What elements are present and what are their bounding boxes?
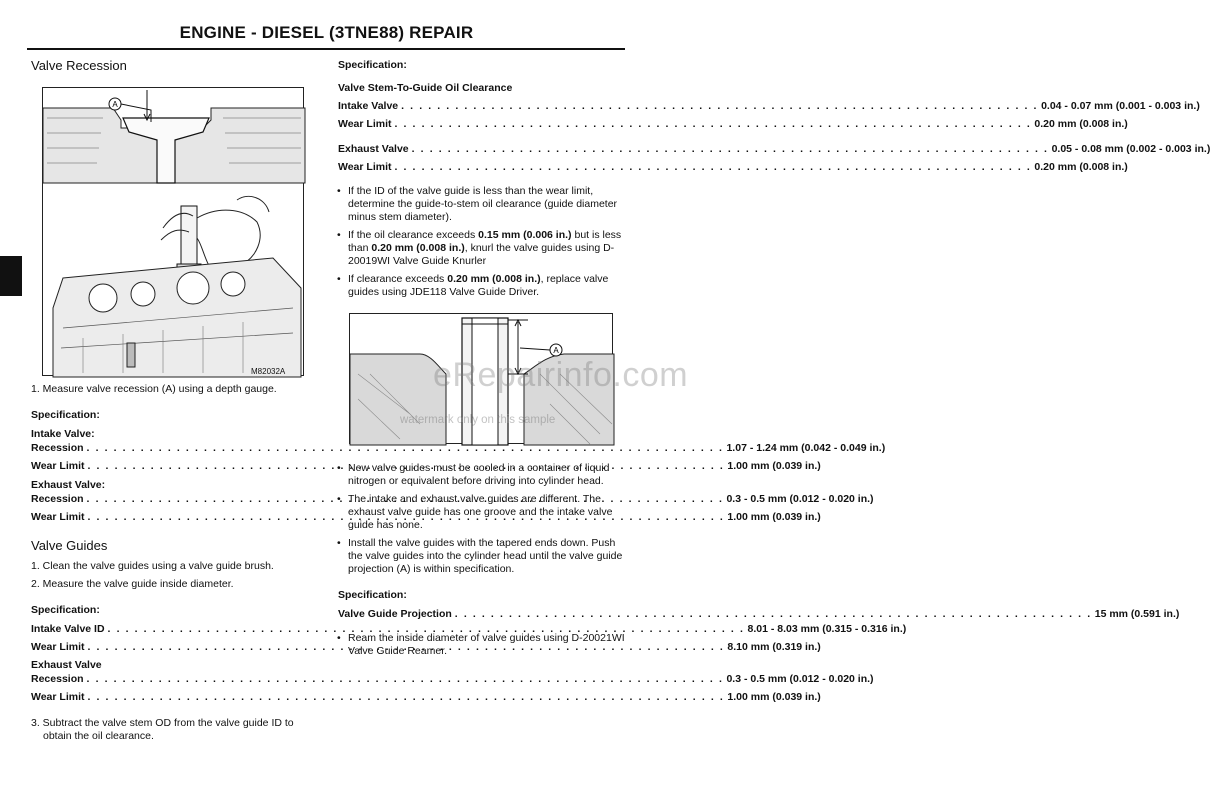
page-title: ENGINE - DIESEL (3TNE88) REPAIR bbox=[179, 23, 474, 42]
bullet-determine-clearance: • If the ID of the valve guide is less than the wear limit, determine the guide-to-stem oil clearance (guide diameter minus stem diameter). bbox=[338, 185, 628, 224]
spec-intake-valve-id: Intake Valve ID . . . 8.01 - 8.03 mm (0.315 - 0.316 in.) bbox=[31, 623, 321, 636]
exhaust-valve-heading: Exhaust Valve: bbox=[31, 479, 106, 491]
watermark-site: eRepairinfo.com bbox=[433, 356, 689, 394]
spec-exhaust-wear-limit: Wear Limit . . . 1.00 mm (0.039 in.) bbox=[31, 511, 321, 524]
watermark-note: watermark only on this sample bbox=[400, 414, 556, 426]
spec-exhaust-recession: Recession . . . 0.3 - 0.5 mm (0.012 - 0.020 in.) bbox=[31, 493, 321, 506]
spec-heading-right-2: Specification: bbox=[338, 589, 407, 601]
left-column bbox=[31, 59, 321, 80]
bullet-guides-different: • The intake and exhaust valve guides are different. The exhaust valve guide has one groove and the intake valve guide has none. bbox=[338, 493, 628, 532]
bullet-cool-guides: • New valve guides must be cooled in a container of liquid nitrogen or equivalent before driving into cylinder head. bbox=[338, 462, 628, 488]
bullet-ream-guides: • Ream the inside diameter of valve guides using D-20021WI Valve Guide Reamer. bbox=[338, 632, 628, 658]
spec-clearance-intake-wear: Wear Limit . . . 0.20 mm (0.008 in.) bbox=[338, 118, 628, 131]
valve-recession-figure bbox=[42, 87, 304, 376]
bullet-replace-guides: • If clearance exceeds 0.20 mm (0.008 in.), replace valve guides using JDE118 Valve Guide Driver. bbox=[338, 273, 628, 299]
bullet-knurl-guides: • If the oil clearance exceeds 0.15 mm (0.006 in.) but is less than 0.20 mm (0.008 in.), knurl the valve guides using D-20019WI Valve Guide Knurler bbox=[338, 229, 628, 268]
section-title-valve-recession: Valve Recession bbox=[31, 58, 127, 73]
spec-intake-id-wear-limit: Wear Limit . . . 8.10 mm (0.319 in.) bbox=[31, 641, 321, 654]
step-measure-guide-id: 2. Measure the valve guide inside diameter. bbox=[31, 578, 234, 590]
figure-id: M82032A bbox=[251, 367, 286, 376]
oil-clearance-heading: Valve Stem-To-Guide Oil Clearance bbox=[338, 82, 513, 94]
spec-heading: Specification: bbox=[31, 409, 100, 421]
figure-label-a: A bbox=[112, 100, 118, 109]
spec-clearance-intake: Intake Valve . . . 0.04 - 0.07 mm (0.001 - 0.003 in.) bbox=[338, 100, 628, 113]
exhaust-valve-heading-2: Exhaust Valve bbox=[31, 659, 102, 671]
right-column bbox=[338, 59, 1210, 304]
spec-intake-recession: Recession . . . 1.07 - 1.24 mm (0.042 - 0.049 in.) bbox=[31, 442, 321, 455]
spec-exhaust2-wear-limit: Wear Limit . . . 1.00 mm (0.039 in.) bbox=[31, 691, 321, 704]
figure-label-a-right: A bbox=[553, 346, 559, 355]
section-tab-marker bbox=[0, 256, 22, 296]
spec-heading-right: Specification: bbox=[338, 59, 407, 71]
step-measure-recession: 1. Measure valve recession (A) using a depth gauge. bbox=[31, 383, 277, 395]
spec-intake-wear-limit: Wear Limit . . . 1.00 mm (0.039 in.) bbox=[31, 460, 321, 473]
intake-valve-heading: Intake Valve: bbox=[31, 428, 95, 440]
header-rule bbox=[27, 48, 625, 50]
bullet-install-guides: • Install the valve guides with the tapered ends down. Push the valve guides into the cylinder head until the valve guide projection (A) is within specification. bbox=[338, 537, 628, 576]
spec-heading-2: Specification: bbox=[31, 604, 100, 616]
valve-recession-illustration bbox=[43, 88, 305, 377]
spec-clearance-exhaust-wear: Wear Limit . . . 0.20 mm (0.008 in.) bbox=[338, 161, 628, 174]
section-title-valve-guides: Valve Guides bbox=[31, 538, 108, 553]
spec-guide-projection: Valve Guide Projection . . . 15 mm (0.591 in.) bbox=[338, 608, 628, 621]
spec-clearance-exhaust: Exhaust Valve . . . 0.05 - 0.08 mm (0.002 - 0.003 in.) bbox=[338, 143, 628, 156]
spec-exhaust2-recession: Recession . . . 0.3 - 0.5 mm (0.012 - 0.020 in.) bbox=[31, 673, 321, 686]
step-subtract-stem-od: 3. Subtract the valve stem OD from the valve guide ID to obtain the oil clearance. bbox=[31, 717, 294, 742]
step-clean-guides: 1. Clean the valve guides using a valve guide brush. bbox=[31, 560, 274, 572]
